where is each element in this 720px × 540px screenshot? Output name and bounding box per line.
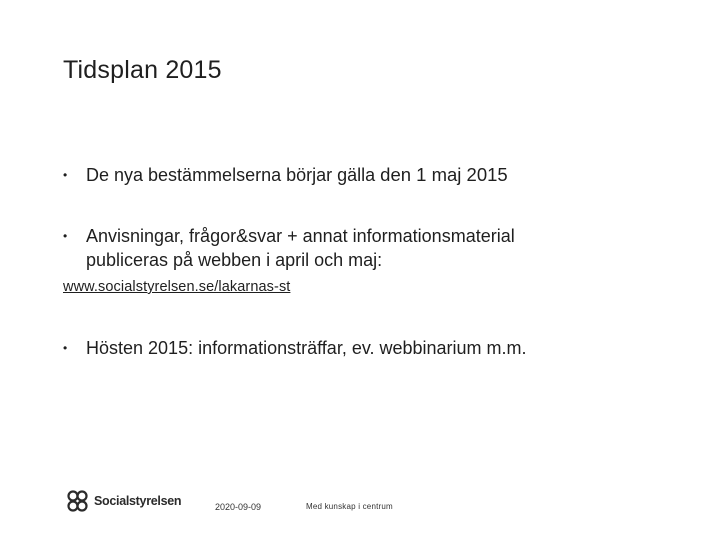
bullet-start-date xyxy=(63,163,508,187)
socialstyrelsen-logo xyxy=(64,487,181,515)
slide-title: Tidsplan 2015 xyxy=(63,56,222,84)
bullet-text xyxy=(63,163,508,187)
bullet-information-material xyxy=(63,224,583,272)
bullet-text: Hösten 2015: informationsträffar, ev. webbinarium m.m. xyxy=(86,338,527,358)
footer-tagline: Med kunskap i centrum xyxy=(306,502,393,511)
bullet-autumn-events xyxy=(63,336,527,360)
bullet-glyph: • xyxy=(63,168,68,182)
socialstyrelsen-link[interactable]: www.socialstyrelsen.se/lakarnas-st xyxy=(63,279,291,295)
bullet-text-line1: Anvisningar, frågor&svar + annat informationsmaterial xyxy=(86,226,515,246)
logo-wordmark: Socialstyrelsen xyxy=(94,494,182,508)
bullet-text-line2: publiceras på webben i april och maj: xyxy=(86,250,383,270)
socialstyrelsen-emblem-icon xyxy=(64,489,92,513)
bullet-glyph: • xyxy=(63,229,68,243)
bullet-text-prefix: De nya bestämmelserna börjar gälla xyxy=(86,165,381,185)
footer-date: 2020-09-09 xyxy=(215,502,262,512)
bullet-text-emphasis: den 1 maj 2015 xyxy=(380,164,508,185)
bullet-glyph: • xyxy=(63,341,68,355)
